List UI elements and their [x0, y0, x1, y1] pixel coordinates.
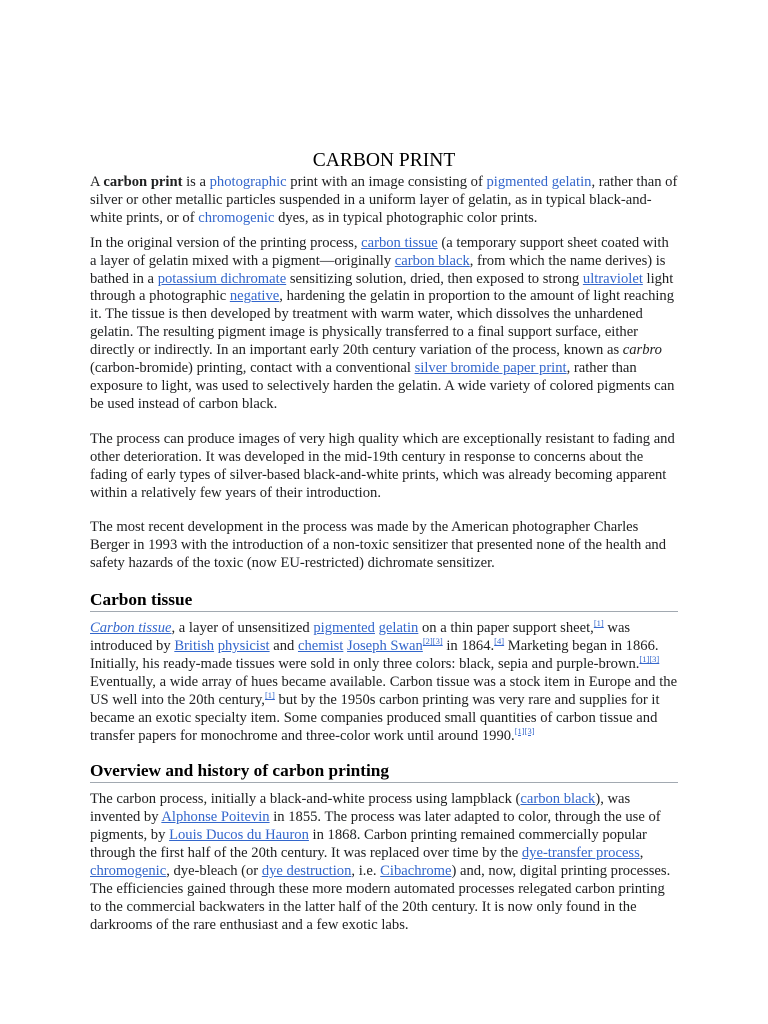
link-negative[interactable]: negative [229, 288, 280, 305]
text: , from which the name derives) is bathed in a [90, 252, 666, 287]
text: A [90, 174, 104, 190]
section-heading-overview-history: Overview and history of carbon printing [90, 761, 678, 783]
text: sensitizing solution, dried, then exposed to strong [286, 270, 583, 287]
text: dyes, as in typical photographic color prints. [274, 209, 538, 226]
link-gelatin[interactable]: gelatin [378, 620, 419, 637]
citation[interactable] [515, 726, 535, 736]
link-cibachrome[interactable]: Cibachrome [380, 863, 452, 880]
link-potassium-dichromate[interactable]: potassium dichromate [157, 270, 287, 287]
text: , dye-bleach (or [166, 863, 262, 880]
citation-link[interactable]: [3] [432, 636, 443, 647]
text: , a layer of unsensitized [171, 620, 314, 637]
citation[interactable] [494, 636, 504, 646]
text: was introduced by [90, 620, 631, 655]
text: The carbon process, initially a black-and-white process using lampblack ( [90, 791, 521, 808]
text: (a temporary support sheet coated with a layer of gelatin mixed with a pigment—originally [90, 234, 669, 269]
citation-link[interactable]: [4] [494, 636, 505, 647]
quality-paragraph: The process can produce images of very high quality which are exceptionally resistant to fading and other deterioration. It was developed in the mid-19th century in response to concerns about the fading of early types of silver-based black-and-white prints, which was already becoming apparent within a relatively few years of their introduction. [90, 430, 675, 501]
citation-link[interactable]: [2] [422, 636, 433, 647]
link-photographic[interactable]: photographic [209, 174, 287, 190]
link-pigmented-gelatin[interactable]: pigmented gelatin [486, 174, 592, 190]
link-pigmented[interactable]: pigmented [313, 620, 375, 637]
text: in 1868. Carbon printing remained commercially popular through the first half of the 20th century. It was replaced over time by the [90, 827, 647, 862]
text: on a thin paper support sheet, [418, 620, 594, 637]
text: print with an image consisting of [286, 174, 487, 190]
text: , rather than of silver or other metallic particles suspended in a uniform layer of gelatin, as in typical black-and-white prints, or of [90, 174, 678, 226]
link-silver-bromide-paper-print[interactable]: silver bromide paper print [414, 360, 567, 377]
link-carbon-tissue[interactable] [90, 620, 172, 636]
citation[interactable] [423, 636, 443, 646]
text: ), was invented by [90, 791, 631, 826]
link-alphonse-poitevin[interactable]: Alphonse Poitevin [161, 809, 270, 826]
link-ultraviolet[interactable]: ultraviolet [582, 270, 643, 287]
link-chromogenic[interactable]: chromogenic [198, 209, 275, 226]
text: light through a photographic [90, 270, 674, 305]
citation[interactable] [639, 654, 659, 664]
recent-development-paragraph: The most recent development in the process was made by the American photographer Charles Berger in 1993 with the introduction of a non-toxic sensitizer that presented none of the health and safety hazards of the toxic (now EU-restricted) dichromate sensitizer. [90, 519, 667, 572]
text: , rather than exposure to light, was used to selectively harden the gelatin. A wide variety of colored pigments can be used instead of carbon black. [90, 360, 675, 412]
link-text: Carbon tissue [90, 620, 172, 637]
overview-paragraph [90, 791, 678, 934]
citation-link[interactable]: [1] [639, 654, 650, 665]
italic-term: carbro [622, 342, 662, 359]
citation-link[interactable]: [1] [593, 618, 604, 629]
link-louis-ducos-du-hauron[interactable]: Louis Ducos du Hauron [169, 827, 309, 844]
text: but by the 1950s carbon printing was very rare and supplies for it became an exotic specialty item. Some companies produced small quantities of carbon tissue and transfer papers for monochrome and three-color work until around 1990. [90, 691, 660, 744]
citation-link[interactable]: [1] [264, 689, 275, 700]
text: , [639, 845, 644, 862]
article [90, 150, 678, 935]
link-carbon-black[interactable]: carbon black [394, 252, 470, 269]
link-carbon-tissue[interactable]: carbon tissue [361, 234, 438, 251]
text: is a [182, 174, 210, 190]
citation-link[interactable]: [1] [514, 725, 525, 736]
link-chemist[interactable]: chemist [297, 638, 344, 655]
text: , i.e. [351, 863, 381, 880]
citation-link[interactable]: [3] [524, 725, 535, 736]
text: (carbon-bromide) printing, contact with a conventional [90, 360, 415, 377]
intro-paragraph [90, 174, 678, 228]
page-title: CARBON PRINT [312, 150, 456, 171]
text: Eventually, a wide array of hues became available. Carbon tissue was a stock item in Europe and the US well into the 20th century, [90, 673, 678, 708]
link-british[interactable]: British [174, 638, 215, 655]
text: in 1855. The process was later adapted to color, through the use of pigments, by [90, 809, 661, 844]
link-dye-transfer-process[interactable]: dye-transfer process [521, 845, 640, 862]
bold-term: carbon print [103, 174, 183, 190]
citation-link[interactable]: [3] [649, 654, 660, 665]
link-chromogenic[interactable]: chromogenic [90, 863, 167, 880]
process-paragraph [90, 235, 678, 414]
link-carbon-black[interactable]: carbon black [520, 791, 596, 808]
text: ) and, now, digital printing processes. The efficiencies gained through these more modern automated processes relegated carbon printing to the commercial backwaters in the latter half of the 20th century. It is now only found in the darkrooms of the rare enthusiast and a few exotic labs. [90, 863, 671, 933]
carbon-tissue-paragraph [90, 620, 678, 745]
text: in 1864. [442, 638, 495, 655]
text: and [269, 638, 298, 655]
link-dye-destruction[interactable]: dye destruction [261, 863, 352, 880]
text: Marketing began in 1866. Initially, his ready-made tissues were sold in only three colors: black, sepia and purple-brown. [90, 638, 659, 672]
text: , hardening the gelatin in proportion to the amount of light reaching it. The tissue is then developed by treatment with warm water, which dissolves the unhardened gelatin. The resulting pigment image is physically transferred to a final support surface, either directly or indirectly. In an important early 20th century variation of the process, known as [90, 288, 675, 359]
citation[interactable] [265, 690, 275, 700]
link-physicist[interactable]: physicist [217, 638, 270, 655]
citation[interactable] [594, 618, 604, 628]
text: In the original version of the printing process, [90, 234, 362, 251]
section-heading-carbon-tissue: Carbon tissue [90, 590, 678, 612]
link-joseph-swan[interactable]: Joseph Swan [347, 638, 423, 655]
